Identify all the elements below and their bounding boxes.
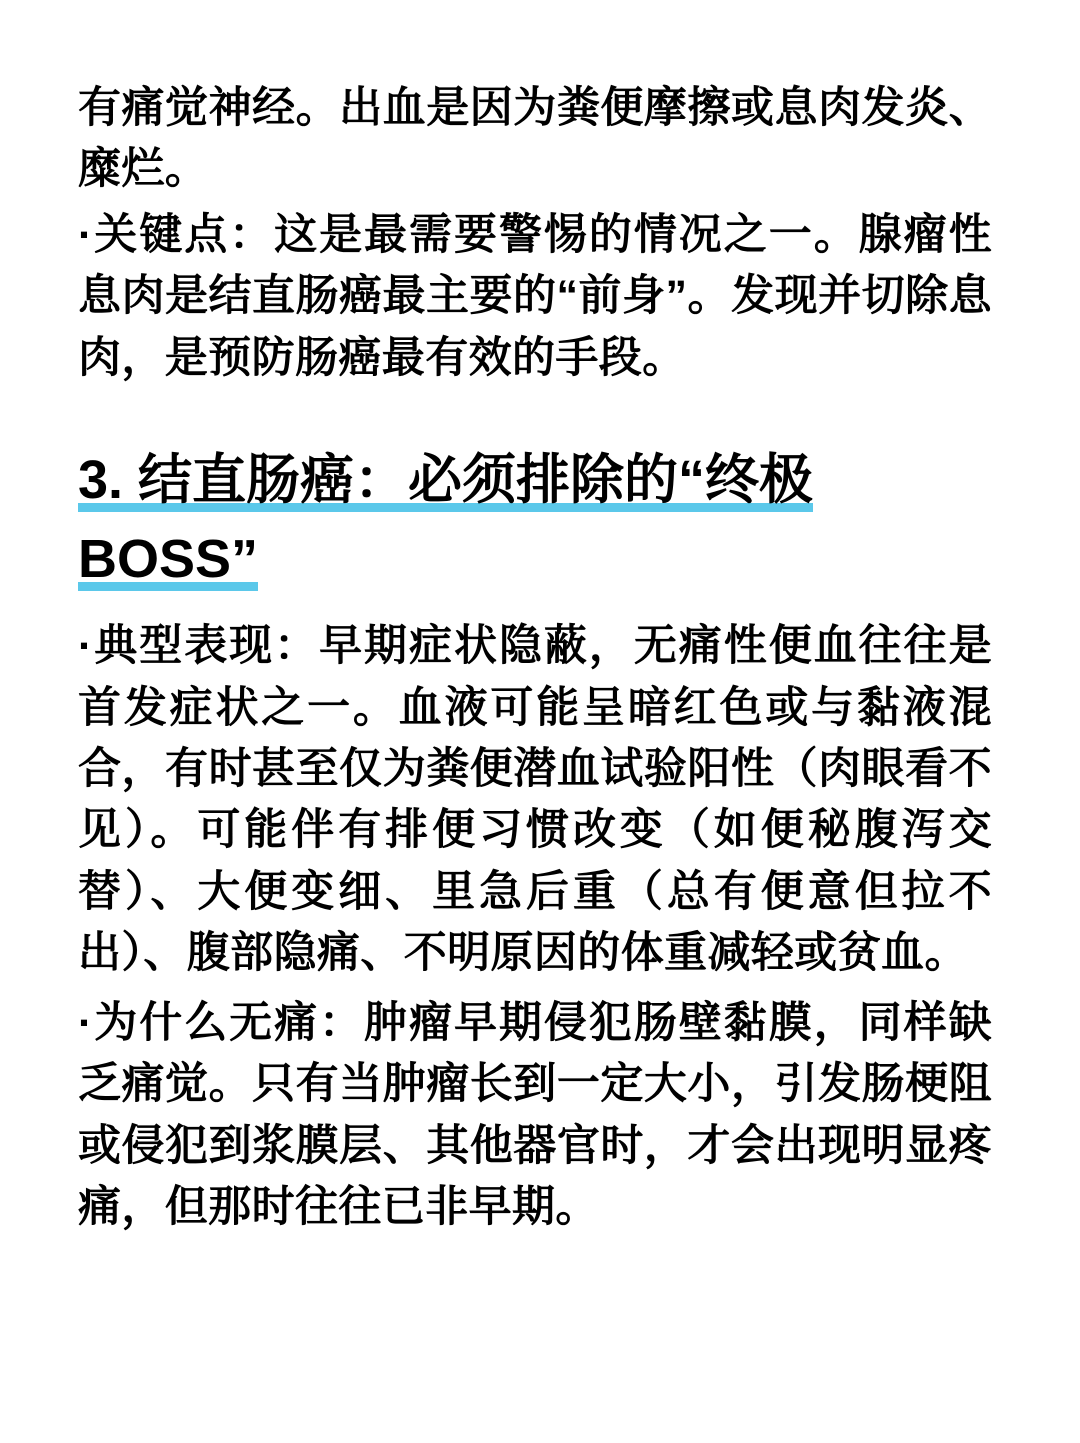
paragraph-typical-symptoms: ·典型表现：早期症状隐蔽，无痛性便血往往是首发症状之一。血液可能呈暗红色或与黏液混合，有时甚至仅为粪便潜血试验阳性（肉眼看不见）。可能伴有排便习惯改变（如便秘腹泻交替）、大便变细、里急后重（总有便意但拉不出）、腹部隐痛、不明原因的体重减轻或贫血。 <box>78 622 992 978</box>
paragraph-key-point: ·关键点：这是最需要警惕的情况之一。腺瘤性息肉是结直肠癌最主要的“前身”。发现并切除息肉，是预防肠癌最有效的手段。 <box>78 210 992 382</box>
paragraph-why-painless: ·为什么无痛：肿瘤早期侵犯肠壁黏膜，同样缺乏痛觉。只有当肿瘤长到一定大小，引发肠梗阻或侵犯到浆膜层、其他器官时，才会出现明显疼痛，但那时往往已非早期。 <box>78 998 992 1232</box>
paragraph-bleeding-cause: 有痛觉神经。出血是因为粪便摩擦或息肉发炎、糜烂。 <box>78 84 992 194</box>
section-heading-colorectal-cancer: 3. 结直肠癌：必须排除的“终极BOSS” <box>78 450 814 589</box>
section-heading-container <box>78 441 992 598</box>
